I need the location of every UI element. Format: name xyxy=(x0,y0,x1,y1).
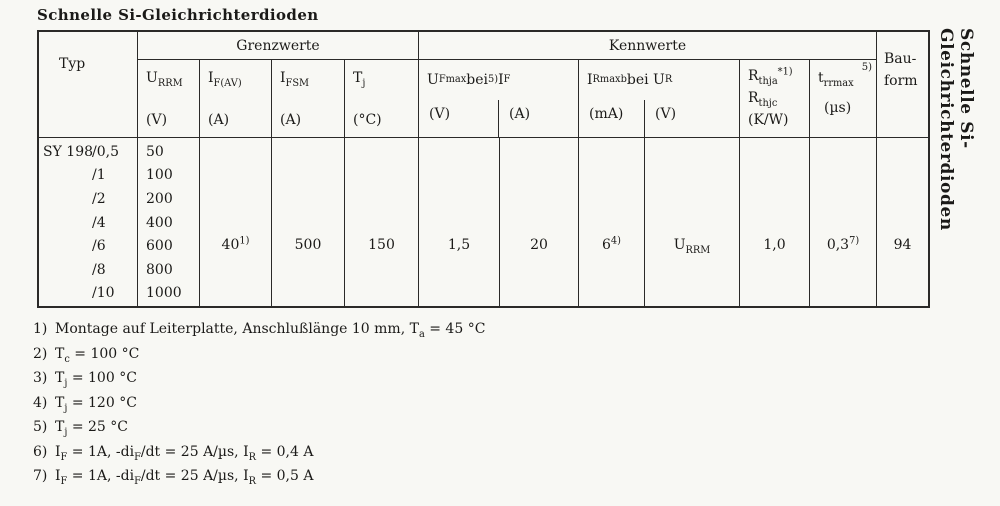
tj-unit: (°C) xyxy=(353,112,382,128)
cell-bauform xyxy=(877,138,928,306)
urrm-value: 50 xyxy=(146,143,164,160)
datasheet-table xyxy=(37,30,930,308)
bauform-label-line1: Bau- xyxy=(884,51,917,67)
irmax-group-label: I Rmax b bei U R xyxy=(587,72,673,88)
typ-row: SY 198 /0,5 xyxy=(43,143,119,160)
irmax-unit-ma: (mA) xyxy=(589,106,624,122)
cell-ifav xyxy=(200,138,272,306)
col-header-rth xyxy=(740,60,810,138)
if-value: 20 xyxy=(530,237,548,253)
kennwerte-label: Kennwerte xyxy=(608,37,687,54)
footnote-text: $T_j = 25$ °C xyxy=(55,419,128,439)
urrm-value: 100 xyxy=(146,167,173,184)
cell-irmax xyxy=(579,138,645,306)
ufmax-group-label: U Fmax bei 5) I F xyxy=(427,72,511,88)
ufmax-value: 1,5 xyxy=(447,237,471,253)
trr-unit: (µs) xyxy=(824,100,852,116)
group-header-grenzwerte xyxy=(138,32,419,60)
urrm-value: 1000 xyxy=(146,285,182,302)
cell-trr xyxy=(810,138,877,306)
typ-row: /6 xyxy=(92,238,106,255)
irmax-value: 6$^{4)}$ xyxy=(602,235,621,253)
rth-value: 1,0 xyxy=(763,237,786,253)
footnote-text: $T_j = 120$ °C xyxy=(55,394,137,414)
col-header-trr xyxy=(810,60,877,138)
rth-unit: (K/W) xyxy=(748,112,789,128)
urrm-rows xyxy=(138,138,200,306)
urrm-symbol: $U_{RRM}$ xyxy=(146,70,183,89)
typ-row: /10 xyxy=(92,285,115,302)
trr-value: 0,3$^{7)}$ xyxy=(826,235,860,253)
footnote-text: $T_c = 100$ °C xyxy=(55,345,140,365)
footnotes xyxy=(33,317,485,489)
typ-row: /4 xyxy=(92,214,106,231)
footnote xyxy=(33,391,485,416)
trr-symbol: $t_{rrmax}$ xyxy=(818,70,854,89)
if-unit-a: (A) xyxy=(498,100,578,137)
col-group-irmax xyxy=(579,60,740,138)
ifsm-symbol: $I_{FSM}$ xyxy=(280,70,310,89)
vertical-page-title: Schnelle Si-Gleichrichterdioden xyxy=(936,28,976,231)
urrm-value: 200 xyxy=(146,190,173,207)
tj-symbol: $T_j$ xyxy=(353,70,366,89)
footnote-number: 6) xyxy=(33,443,48,460)
ur-unit-v: (V) xyxy=(644,100,739,137)
footnote-text: $I_F = 1A$, $-di_F/dt = 25$ A/µs, $I_R = 0,5$ A xyxy=(55,468,314,488)
footnote xyxy=(33,342,485,367)
ifsm-value: 500 xyxy=(294,237,322,253)
col-group-ufmax xyxy=(419,60,579,138)
urrm-value: 600 xyxy=(146,238,173,255)
footnote xyxy=(33,366,485,391)
footnote-number: 3) xyxy=(33,370,48,387)
footnote-text: $I_F = 1A$, $-di_F/dt = 25$ A/µs, $I_R = 0,4$ A xyxy=(55,443,314,463)
bauform-value: 94 xyxy=(893,237,912,253)
col-header-bauform xyxy=(877,32,928,138)
footnote xyxy=(33,464,485,489)
ufmax-unit-v: (V) xyxy=(429,106,451,122)
urrm-value: 400 xyxy=(146,214,173,231)
rthjc-symbol: $R_{thjc}$ xyxy=(748,90,778,109)
group-header-kennwerte xyxy=(419,32,877,60)
footnote-text: Montage auf Leiterplatte, Anschlußlänge 10 mm, $T_a = 45$ °C xyxy=(55,321,486,341)
cell-ifsm xyxy=(272,138,345,306)
cell-ufmax xyxy=(419,138,500,306)
page-title: Schnelle Si-Gleichrichterdioden xyxy=(37,6,319,24)
footnote-number: 1) xyxy=(33,321,48,338)
ufmax-group-units xyxy=(419,100,578,137)
typ-rows xyxy=(39,138,138,306)
tj-value: 150 xyxy=(368,237,395,253)
urrm-unit: (V) xyxy=(146,112,168,128)
irmax-group-units xyxy=(579,100,739,137)
col-header-ifav xyxy=(200,60,272,138)
footnote xyxy=(33,317,485,342)
cell-ur xyxy=(645,138,740,306)
footnote-text: $T_j = 100$ °C xyxy=(55,370,137,390)
footnote xyxy=(33,440,485,465)
ur-value: $U_{RRM}$ xyxy=(673,237,711,256)
cell-rth xyxy=(740,138,810,306)
rthja-symbol: $R_{thja}^{*1)}$ xyxy=(748,66,793,87)
typ-row: /8 xyxy=(92,261,106,278)
footnote-number: 5) xyxy=(33,419,48,436)
urrm-value: 800 xyxy=(146,261,173,278)
footnote-number: 4) xyxy=(33,394,48,411)
cell-tj xyxy=(345,138,419,306)
trr-footnote-mark: 5) xyxy=(861,62,872,73)
grenzwerte-label: Grenzwerte xyxy=(236,37,320,54)
footnote xyxy=(33,415,485,440)
typ-row: /1 xyxy=(92,167,106,184)
footnote-number: 7) xyxy=(33,468,48,485)
ifsm-unit: (A) xyxy=(280,112,302,128)
col-header-urrm xyxy=(138,60,200,138)
ifav-symbol: $I_{F(AV)}$ xyxy=(208,70,242,89)
col-header-tj xyxy=(345,60,419,138)
cell-if xyxy=(500,138,579,306)
col-header-typ xyxy=(39,32,138,138)
typ-header-label: Typ xyxy=(59,56,86,72)
ifav-value: 40$^{1)}$ xyxy=(221,235,250,253)
typ-row: /2 xyxy=(92,190,106,207)
footnote-number: 2) xyxy=(33,345,48,362)
bauform-label-line2: form xyxy=(884,73,918,89)
ifav-unit: (A) xyxy=(208,112,230,128)
col-header-ifsm xyxy=(272,60,345,138)
